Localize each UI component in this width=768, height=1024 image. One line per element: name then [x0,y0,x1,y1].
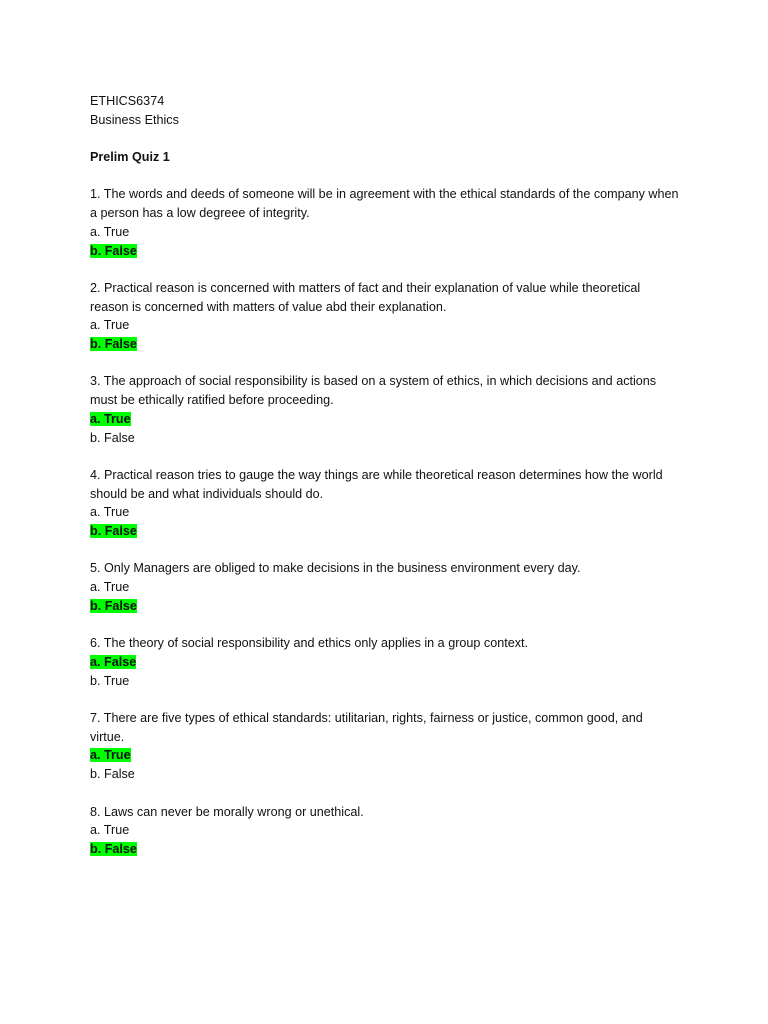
answer-option [90,522,680,541]
course-name: Business Ethics [90,112,179,127]
question-text: 2. Practical reason is concerned with matters of fact and their explanation of value while theoretical reason is concerned with matters of value abd their explanation. [90,280,641,314]
highlighted-answer: b. False [90,243,137,258]
question-list [90,185,680,858]
answer-option [90,410,680,429]
answer-label: b. True [90,673,130,688]
answer-option [90,840,680,859]
answer-label: a. True [90,318,130,333]
answer-option [90,746,680,765]
answer-option [90,335,680,354]
answer-label: a. True [90,823,130,838]
question-7 [90,709,680,784]
answer-option [90,821,680,840]
answer-option [90,223,680,242]
question-8 [90,803,680,859]
question-2 [90,279,680,354]
quiz-title: Prelim Quiz 1 [90,150,170,165]
question-text: 7. There are five types of ethical standards: utilitarian, rights, fairness or justice, common good, and virtue. [90,711,643,744]
answer-label: a. True [90,505,130,520]
question-5 [90,559,680,615]
answer-option [90,653,680,672]
answer-option [90,597,680,616]
highlighted-answer: b. False [90,841,137,856]
document-page [90,92,680,859]
answer-option [90,672,680,691]
highlighted-answer: a. True [90,411,131,426]
answer-option [90,429,680,448]
course-code: ETHICS6374 [90,94,165,108]
question-text: 5. Only Managers are obliged to make decisions in the business environment every day. [90,561,581,576]
question-6 [90,634,680,690]
question-text: 3. The approach of social responsibility is based on a system of ethics, in which decisions and actions must be ethically ratified before proceeding. [90,374,657,408]
highlighted-answer: b. False [90,337,137,352]
highlighted-answer: b. False [90,524,137,539]
answer-label: b. False [90,767,135,782]
question-3 [90,372,680,447]
answer-option [90,242,680,261]
answer-option [90,316,680,335]
question-text: 8. Laws can never be morally wrong or unethical. [90,804,364,819]
answer-option [90,578,680,597]
question-text: 4. Practical reason tries to gauge the way things are while theoretical reason determines how the world should be and what individuals should do. [90,467,663,501]
question-1 [90,185,680,260]
question-text: 1. The words and deeds of someone will be in agreement with the ethical standards of the company when a person has a low degreee of integrity. [90,187,679,221]
highlighted-answer: a. True [90,748,131,763]
answer-option [90,765,680,784]
answer-label: a. True [90,224,130,239]
answer-label: a. True [90,580,130,595]
question-text: 6. The theory of social responsibility and ethics only applies in a group context. [90,636,529,651]
highlighted-answer: b. False [90,598,137,613]
question-4 [90,466,680,541]
highlighted-answer: a. False [90,654,137,669]
answer-option [90,503,680,522]
answer-label: b. False [90,430,135,445]
